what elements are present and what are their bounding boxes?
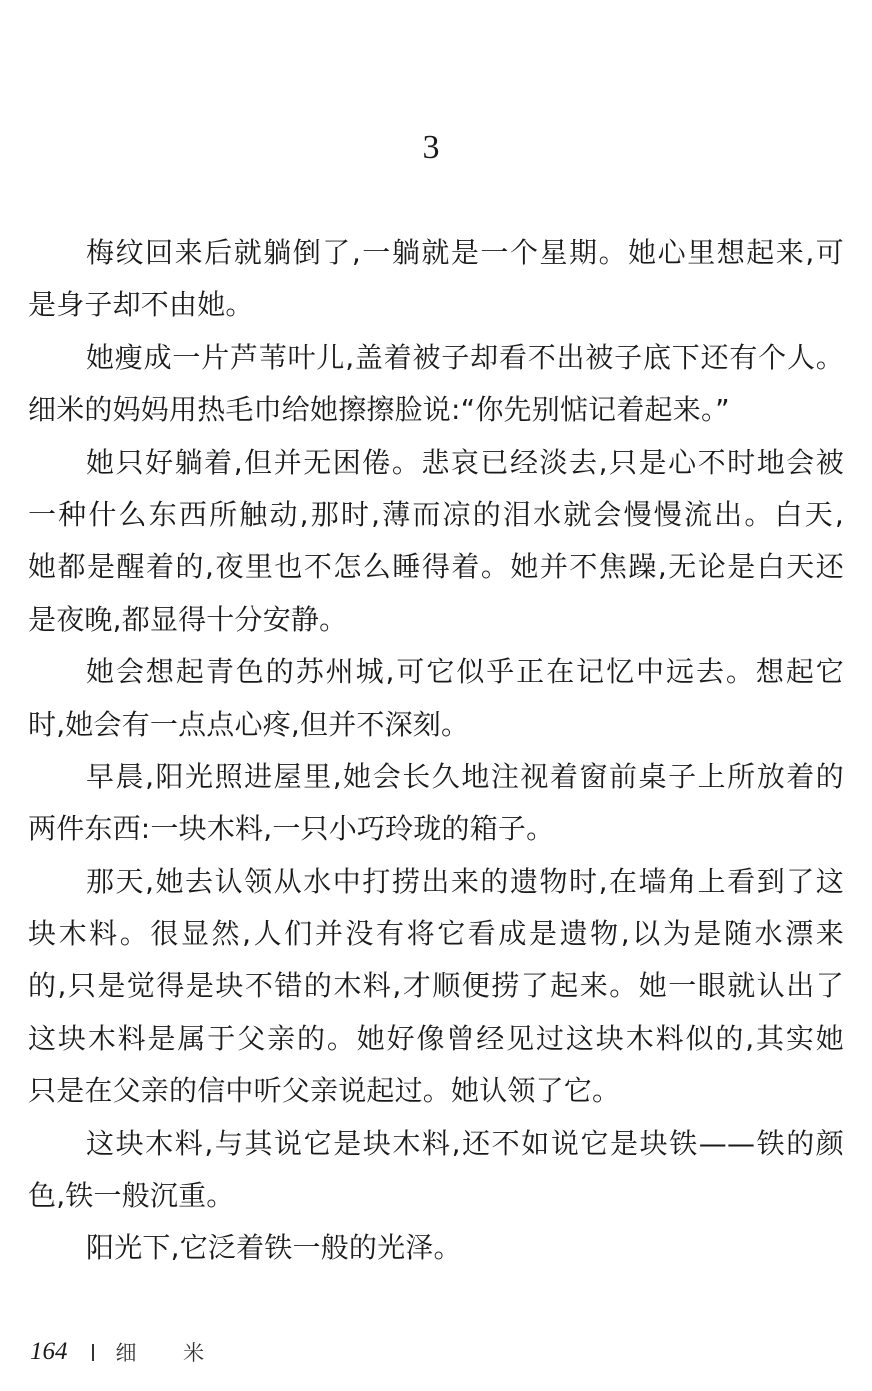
paragraph bbox=[28, 650, 844, 755]
text-line: 块木料。很显然,人们并没有将它看成是遗物,以为是随水漂来 bbox=[28, 917, 844, 951]
paragraph bbox=[28, 860, 844, 1122]
paragraph bbox=[28, 231, 844, 336]
text-line: 一种什么东西所触动,那时,薄而凉的泪水就会慢慢流出。白天, bbox=[28, 497, 844, 531]
text-line: 的,只是觉得是块不错的木料,才顺便捞了起来。她一眼就认出了 bbox=[28, 969, 844, 1003]
chapter-number: 3 bbox=[422, 129, 440, 166]
paragraph bbox=[28, 755, 844, 860]
text-line: 两件东西:一块木料,一只小巧玲珑的箱子。 bbox=[28, 812, 555, 846]
text-line: 早晨,阳光照进屋里,她会长久地注视着窗前桌子上所放着的 bbox=[86, 759, 844, 793]
text-line: 只是在父亲的信中听父亲说起过。她认领了它。 bbox=[28, 1074, 621, 1108]
text-line: 她瘦成一片芦苇叶儿,盖着被子却看不出被子底下还有个人。 bbox=[86, 340, 844, 374]
text-line: 这块木料,与其说它是块木料,还不如说它是块铁——铁的颜 bbox=[86, 1126, 844, 1160]
footer-divider bbox=[92, 1344, 94, 1361]
text-line: 细米的妈妈用热毛巾给她擦擦脸说:“你先别惦记着起来。” bbox=[28, 393, 730, 427]
page-number: 164 bbox=[30, 1338, 68, 1365]
text-line: 她会想起青色的苏州城,可它似乎正在记忆中远去。想起它 bbox=[86, 655, 844, 689]
paragraph bbox=[28, 1122, 844, 1227]
text-line: 她都是醒着的,夜里也不怎么睡得着。她并不焦躁,无论是白天还 bbox=[28, 550, 844, 584]
text-line: 她只好躺着,但并无困倦。悲哀已经淡去,只是心不时地会被 bbox=[86, 445, 844, 479]
page-footer bbox=[30, 1334, 224, 1370]
body-text bbox=[28, 231, 844, 1279]
paragraph bbox=[28, 441, 844, 651]
paragraph bbox=[28, 1226, 844, 1278]
text-line: 是身子却不由她。 bbox=[28, 288, 254, 322]
text-line: 色,铁一般沉重。 bbox=[28, 1179, 235, 1213]
paragraph bbox=[28, 336, 844, 441]
text-line: 阳光下,它泛着铁一般的光泽。 bbox=[86, 1231, 462, 1265]
text-line: 那天,她去认领从水中打捞出来的遗物时,在墙角上看到了这 bbox=[86, 864, 844, 898]
book-title: 细 米 bbox=[115, 1341, 225, 1365]
text-line: 是夜晚,都显得十分安静。 bbox=[28, 602, 348, 636]
text-line: 时,她会有一点点心疼,但并不深刻。 bbox=[28, 707, 470, 741]
text-line: 这块木料是属于父亲的。她好像曾经见过这块木料似的,其实她 bbox=[28, 1021, 844, 1055]
text-line: 梅纹回来后就躺倒了,一躺就是一个星期。她心里想起来,可 bbox=[86, 236, 844, 269]
